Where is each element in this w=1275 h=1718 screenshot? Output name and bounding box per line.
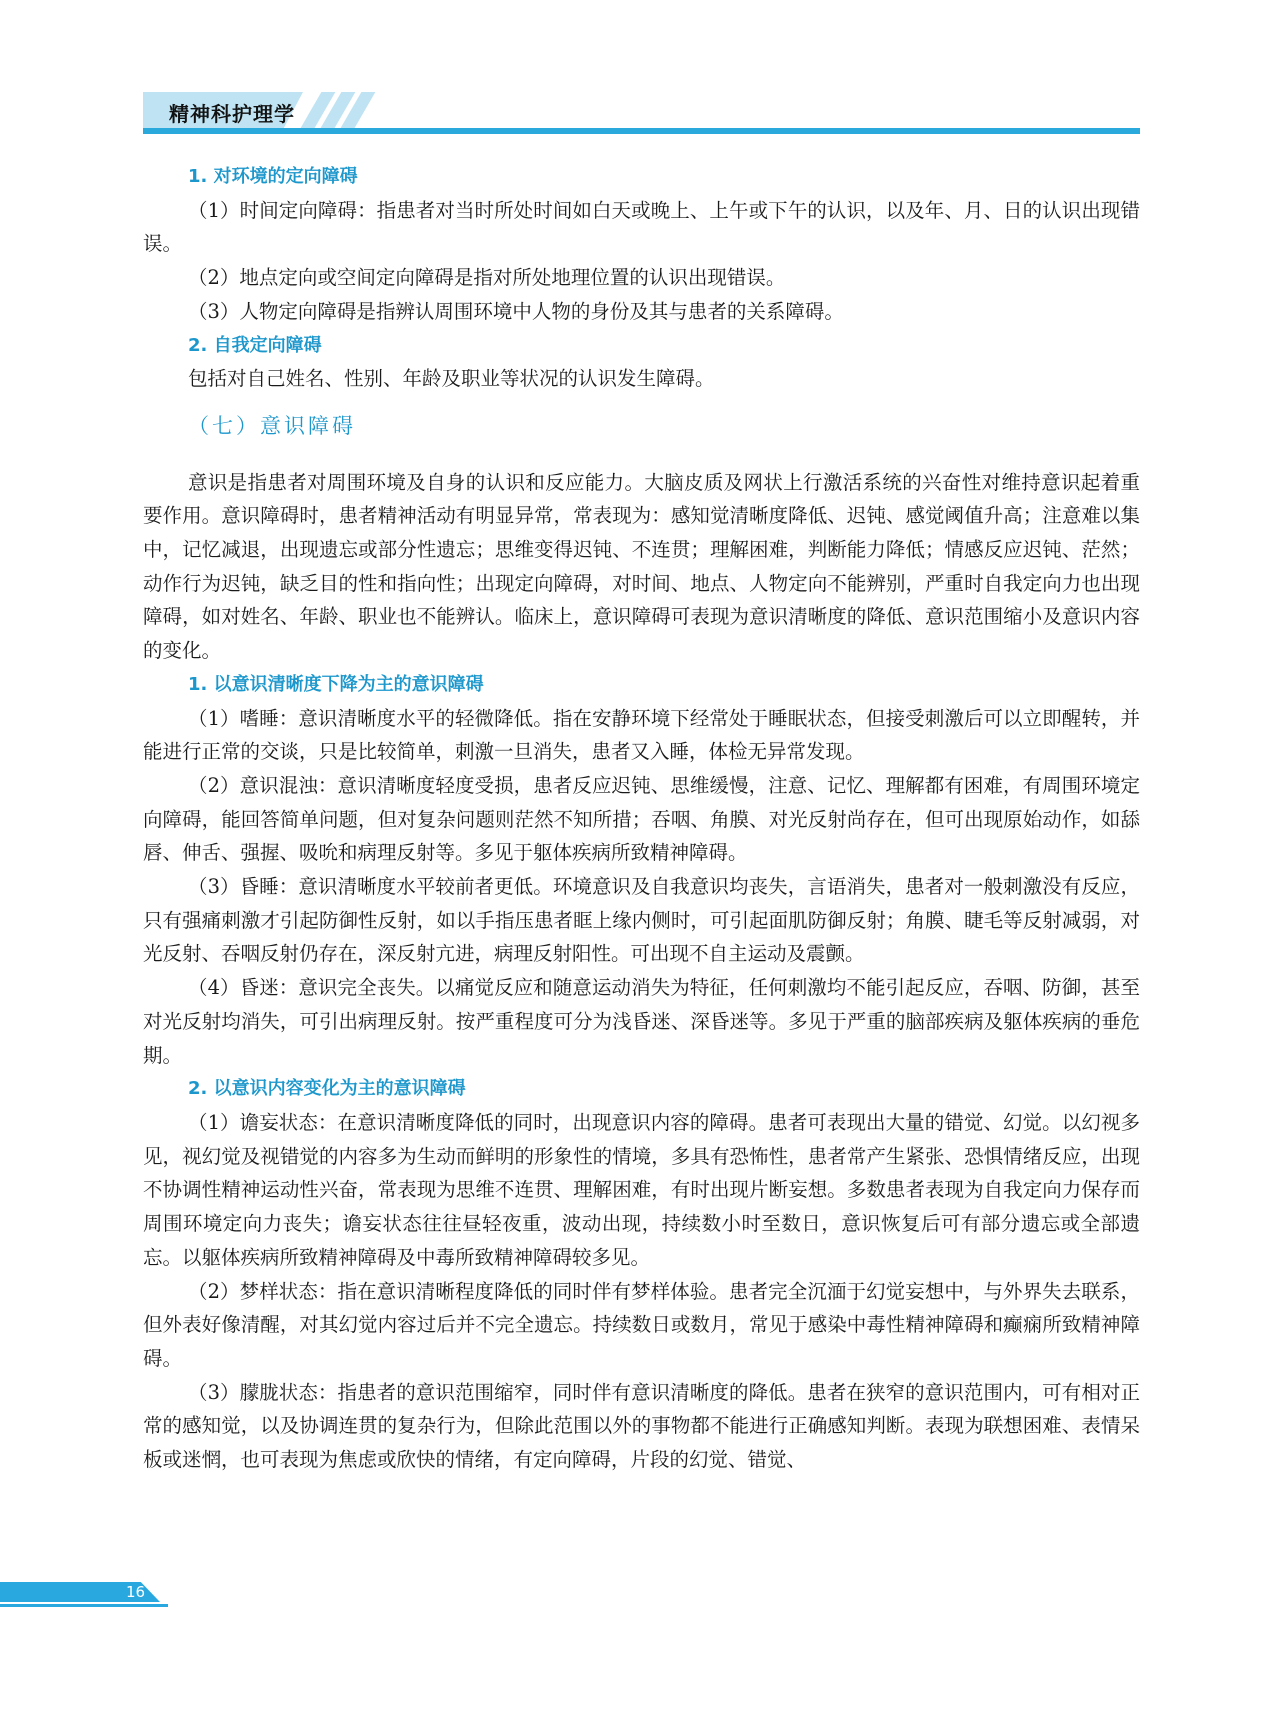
section-heading: （七）意识障碍 [188, 413, 356, 438]
paragraph: （2）地点定向或空间定向障碍是指对所处地理位置的认识出现错误。 [188, 266, 786, 290]
paragraph: （1）时间定向障碍：指患者对当时所处时间如白天或晚上、上午或下午的认识，以及年、月、日的认识出现错误。 [143, 198, 1140, 256]
page-footer [0, 1582, 170, 1606]
paragraph: （2）梦样状态：指在意识清晰程度降低的同时伴有梦样体验。患者完全沉湎于幻觉妄想中，与外界失去联系，但外表好像清醒，对其幻觉内容过后并不完全遗忘。持续数日或数月，常见于感染中毒性精神障碍和癫痫所致精神障碍。 [143, 1279, 1140, 1370]
paragraph: （1）嗜睡：意识清晰度水平的轻微降低。指在安静环境下经常处于睡眠状态，但接受刺激后可以立即醒转，并能进行正常的交谈，只是比较简单，刺激一旦消失，患者又入睡，体检无异常发现。 [143, 706, 1140, 764]
book-title: 精神科护理学 [169, 102, 295, 126]
page-number: 16 [126, 1583, 146, 1601]
header-rule [143, 128, 1140, 134]
paragraph: （3）昏睡：意识清晰度水平较前者更低。环境意识及自我意识均丧失，言语消失，患者对一般刺激没有反应，只有强痛刺激才引起防御性反射，如以手指压患者眶上缘内侧时，可引起面肌防御反射；角膜、睫毛等反射减弱，对光反射、吞咽反射仍存在，深反射亢进，病理反射阳性。可出现不自主运动及震颤。 [143, 875, 1140, 966]
paragraph: （4）昏迷：意识完全丧失。以痛觉反应和随意运动消失为特征，任何刺激均不能引起反应，吞咽、防御，甚至对光反射均消失，可引出病理反射。按严重程度可分为浅昏迷、深昏迷等。多见于严重的脑部疾病及躯体疾病的垂危期。 [143, 976, 1140, 1067]
page-body [143, 160, 1140, 1477]
paragraph: 包括对自己姓名、性别、年龄及职业等状况的认识发生障碍。 [188, 367, 715, 391]
paragraph: 意识是指患者对周围环境及自身的认识和反应能力。大脑皮质及网状上行激活系统的兴奋性对维持意识起着重要作用。意识障碍时，患者精神活动有明显异常，常表现为：感知觉清晰度降低、迟钝、感觉阈值升高；注意难以集中，记忆减退，出现遗忘或部分性遗忘；思维变得迟钝、不连贯；理解困难，判断能力降低；情感反应迟钝、茫然；动作行为迟钝，缺乏目的性和指向性；出现定向障碍，对时间、地点、人物定向不能辨别，严重时自我定向力也出现障碍，如对姓名、年龄、职业也不能辨认。临床上，意识障碍可表现为意识清晰度的降低、意识范围缩小及意识内容的变化。 [143, 470, 1140, 663]
paragraph: （2）意识混浊：意识清晰度轻度受损，患者反应迟钝、思维缓慢，注意、记忆、理解都有困难，有周围环境定向障碍，能回答简单问题，但对复杂问题则茫然不知所措；吞咽、角膜、对光反射尚存在，但可出现原始动作，如舔唇、伸舌、强握、吸吮和病理反射等。多见于躯体疾病所致精神障碍。 [143, 773, 1140, 865]
paragraph: （1）谵妄状态：在意识清晰度降低的同时，出现意识内容的障碍。患者可表现出大量的错觉、幻觉。以幻视多见，视幻觉及视错觉的内容多为生动而鲜明的形象性的情境，多具有恐怖性，患者常产生紧张、恐惧情绪反应，出现不协调性精神运动性兴奋，常表现为思维不连贯、理解困难，有时出现片断妄想。多数患者表现为自我定向力保存而周围环境定向力丧失；谵妄状态往往昼轻夜重，波动出现，持续数小时至数日，意识恢复后可有部分遗忘或全部遗忘。以躯体疾病所致精神障碍及中毒所致精神障碍较多见。 [143, 1110, 1140, 1269]
subsection-heading: 1. 对环境的定向障碍 [188, 166, 358, 187]
subsection-heading: 1. 以意识清晰度下降为主的意识障碍 [188, 673, 484, 695]
paragraph: （3）朦胧状态：指患者的意识范围缩窄，同时伴有意识清晰度的降低。患者在狭窄的意识范围内，可有相对正常的感知觉，以及协调连贯的复杂行为，但除此范围以外的事物都不能进行正确感知判断。表现为联想困难、表情呆板或迷惘，也可表现为焦虑或欣快的情绪，有定向障碍，片段的幻觉、错觉、 [143, 1380, 1140, 1472]
paragraph: （3）人物定向障碍是指辨认周围环境中人物的身份及其与患者的关系障碍。 [188, 299, 844, 323]
footer-rule [0, 1604, 168, 1607]
page-header [143, 92, 1140, 134]
subsection-heading: 2. 自我定向障碍 [188, 334, 322, 356]
subsection-heading: 2. 以意识内容变化为主的意识障碍 [188, 1078, 466, 1100]
